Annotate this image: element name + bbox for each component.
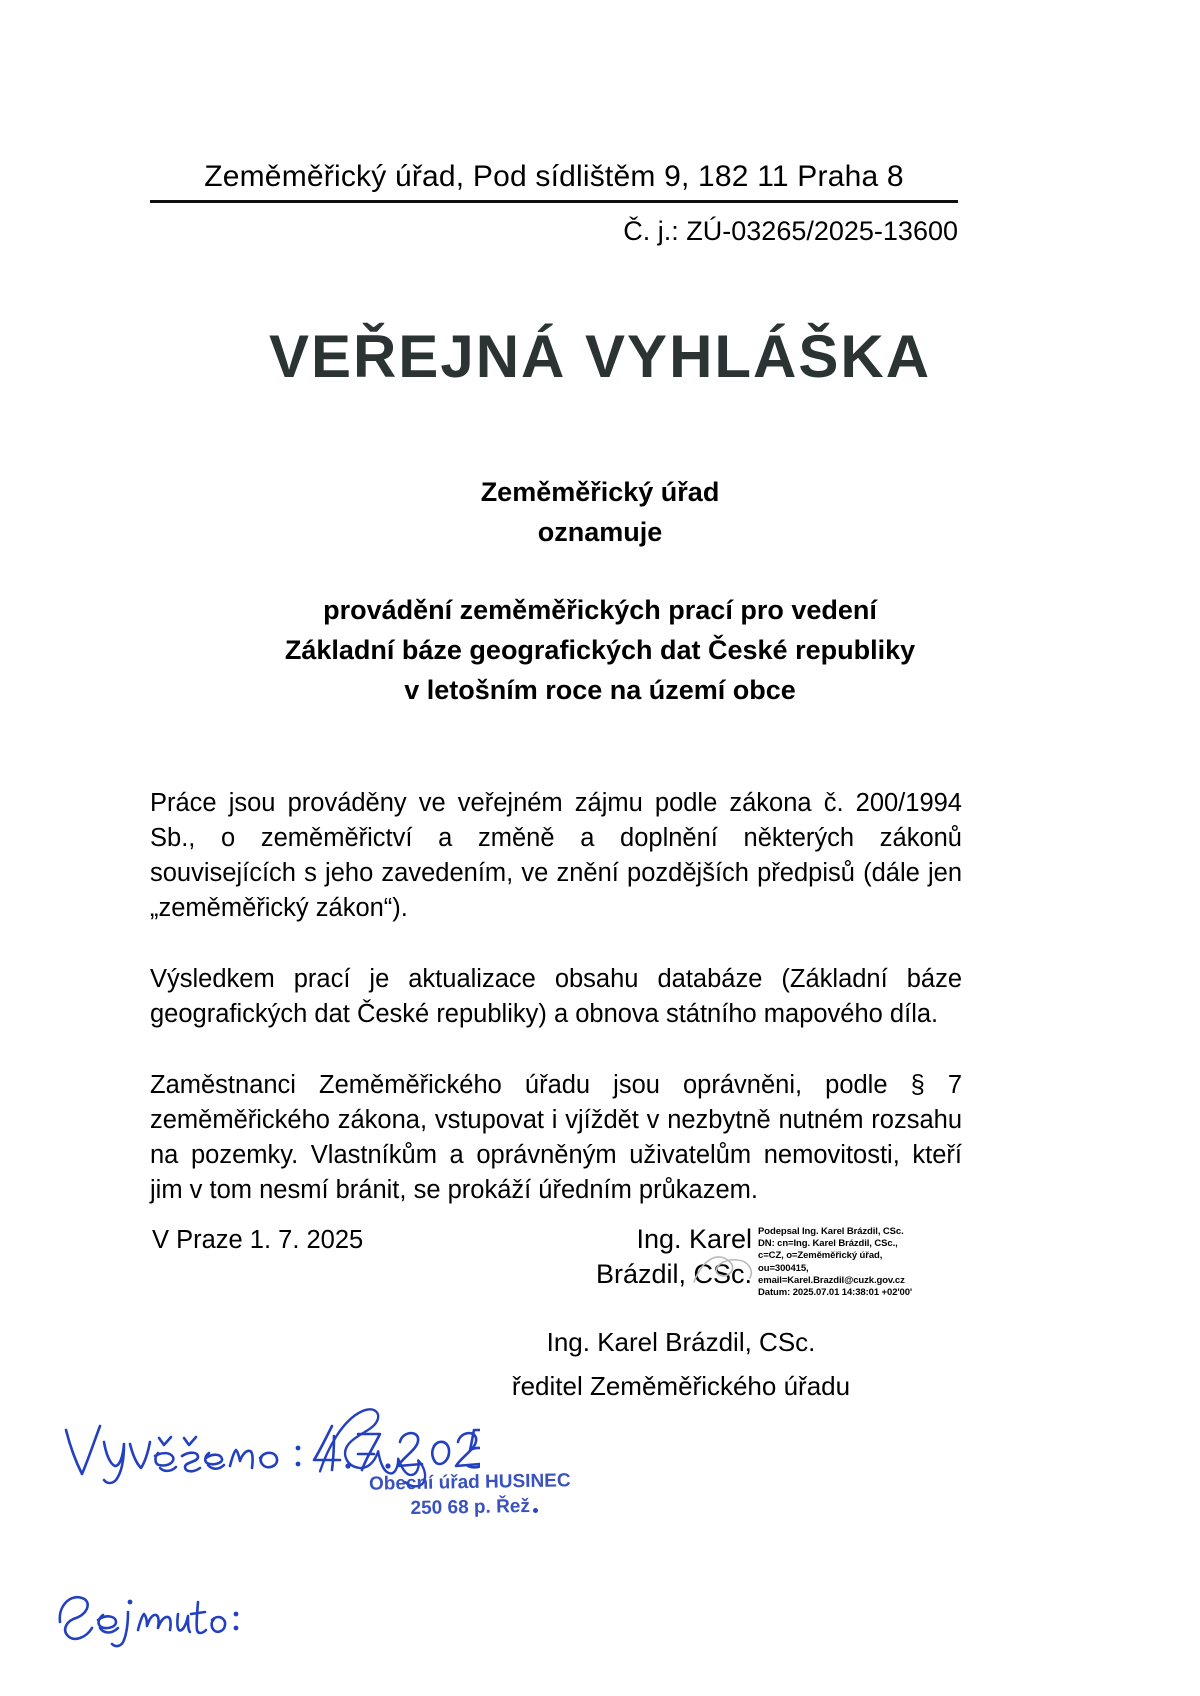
- body-paragraph-2: Výsledkem prací je aktualizace obsahu databáze (Základní báze geografických dat České republiky) a obnova státního mapového díla.: [150, 965, 962, 1028]
- letterhead: [150, 160, 958, 203]
- closing-signature: [400, 1320, 962, 1408]
- signature-name-line-1: Ing. Karel: [636, 1224, 753, 1254]
- place-and-date: V Praze 1. 7. 2025: [152, 1226, 364, 1254]
- signature-meta-line-3: c=CZ, o=Zeměměřický úřad,: [758, 1250, 883, 1262]
- handwritten-removed-label: [52, 1580, 242, 1650]
- digital-signature-block: [596, 1222, 1006, 1299]
- office-stamp: [345, 1468, 596, 1522]
- signature-meta-line-5: email=Karel.Brazdil@cuzk.gov.cz: [758, 1274, 905, 1286]
- signature-meta-line-1: Podepsal Ing. Karel Brázdil, CSc.: [758, 1226, 904, 1237]
- body-paragraph-3: Zaměstnanci Zeměměřického úřadu jsou oprávněni, podle § 7 zeměměřického zákona, vstupovat i vjíždět v nezbytně nutném rozsahu na pozemky. Vlastníkům a oprávněným uživatelům nemovitosti, kteří jim v tom nesmí bránit, se prokáží úředním průkazem.: [150, 1071, 962, 1204]
- announcement-subject-line-1: provádění zeměměřických prací pro vedení: [323, 595, 877, 625]
- signature-meta-line-4: ou=300415,: [758, 1262, 809, 1274]
- announcement-verb: oznamuje: [537, 517, 663, 547]
- body-text: [150, 786, 962, 1208]
- signature-name: [596, 1222, 758, 1292]
- body-paragraph-1: Práce jsou prováděny ve veřejném zájmu podle zákona č. 200/1994 Sb., o zeměměřictví a změně a doplnění některých zákonů souvisejících s jeho zavedením, ve znění pozdějších předpisů (dále jen „zeměměřický zákon“).: [150, 789, 962, 922]
- page-title: VEŘEJNÁ VYHLÁŠKA: [268, 323, 932, 390]
- office-address-line: Zeměměřický úřad, Pod sídlištěm 9, 182 11 Praha 8: [150, 160, 958, 203]
- announcement-block: [0, 472, 1200, 710]
- announcement-subject-line-2: Základní báze geografických dat České republiky: [284, 635, 916, 665]
- signature-meta-line-2: DN: cn=Ing. Karel Brázdil, CSc.,: [758, 1238, 898, 1250]
- signature-metadata: [758, 1222, 912, 1299]
- stamp-line-2: 250 68 p. Řež: [410, 1495, 531, 1520]
- announcement-spacer: [0, 552, 1200, 590]
- announcement-authority: Zeměměřický úřad: [480, 477, 720, 507]
- closing-role: ředitel Zeměměřického úřadu: [511, 1371, 851, 1401]
- signature-meta-line-6: Datum: 2025.07.01 14:38:01 +02'00': [758, 1287, 913, 1299]
- stamp-ink-dot: [533, 1508, 538, 1513]
- announcement-subject-line-3: v letošním roce na území obce: [404, 675, 796, 705]
- reference-number: Č. j.: ZÚ-03265/2025-13600: [623, 216, 958, 246]
- closing-name: Ing. Karel Brázdil, CSc.: [546, 1327, 816, 1357]
- stamp-line-1: Obecní úřad HUSINEC: [368, 1470, 571, 1495]
- signature-name-line-2: Brázdil, CSc.: [596, 1259, 753, 1289]
